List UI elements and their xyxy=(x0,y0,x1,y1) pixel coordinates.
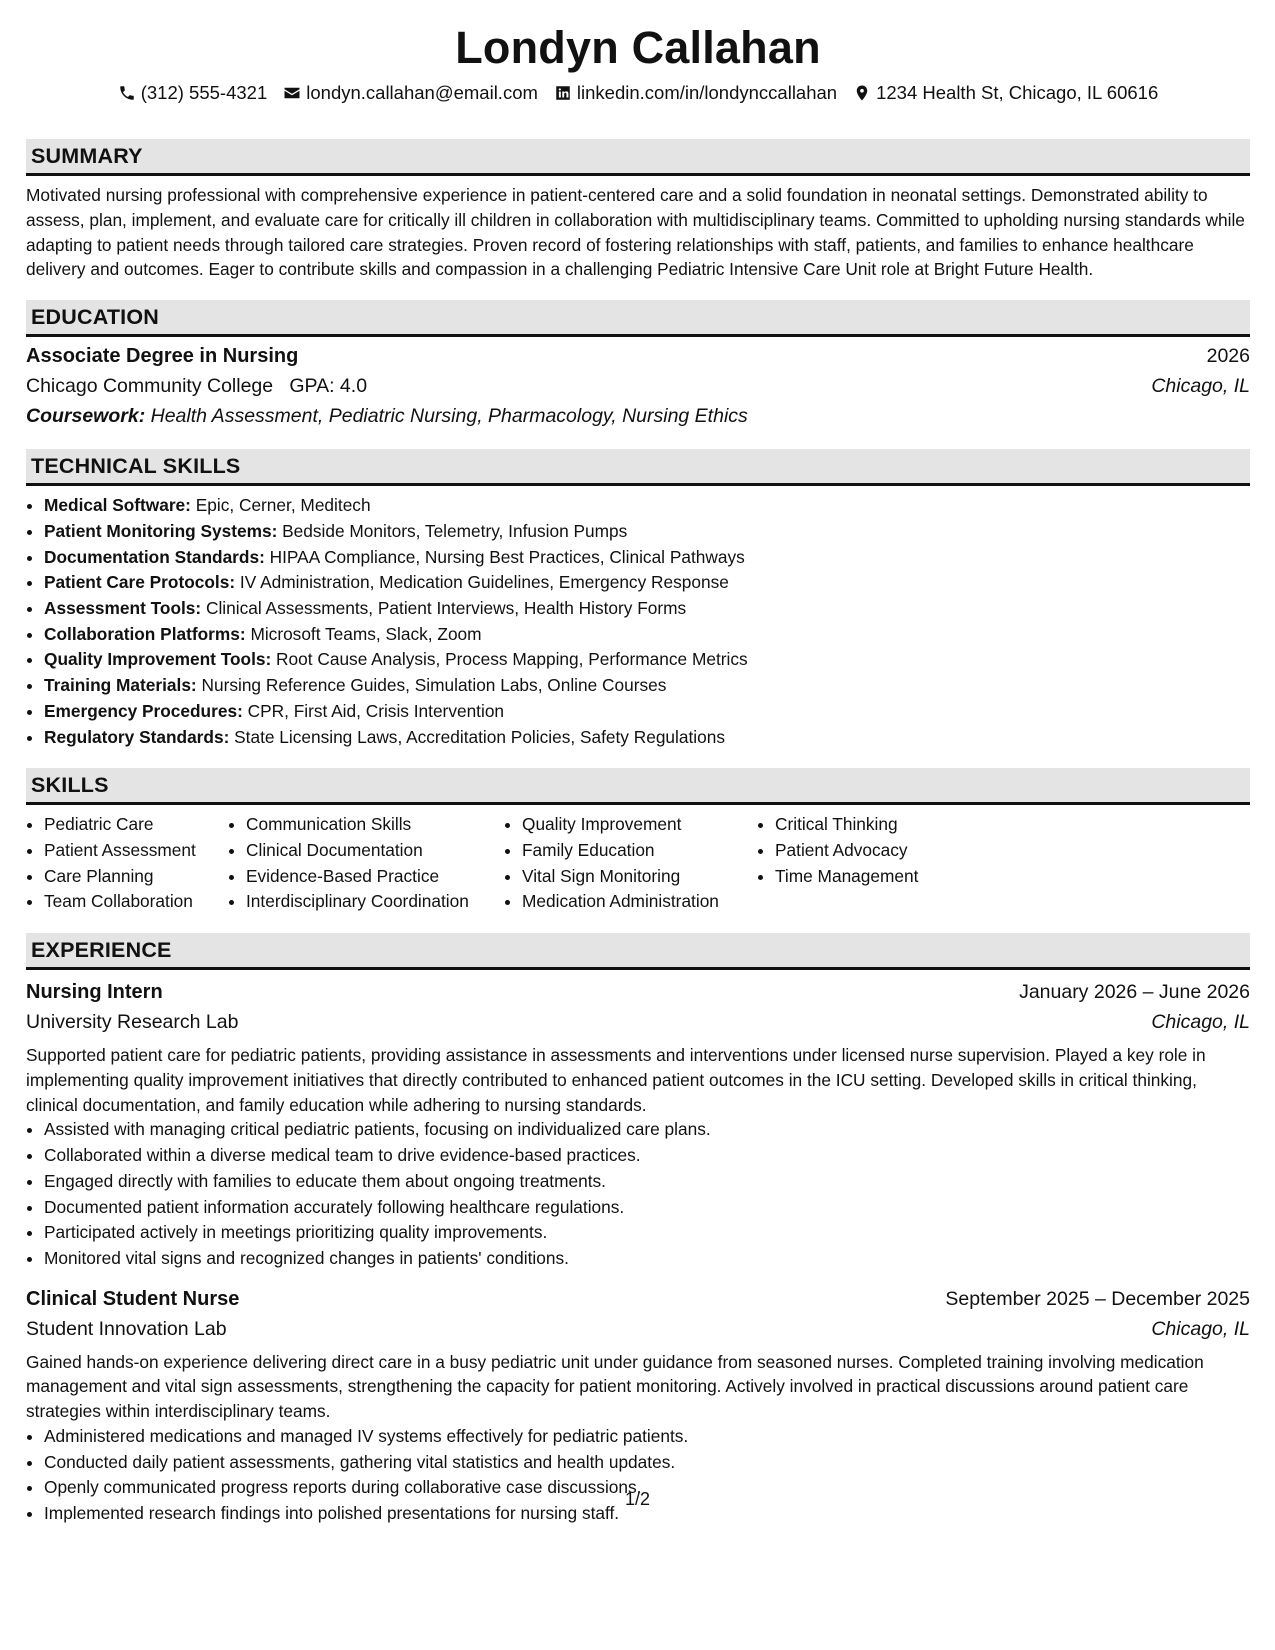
technical-skill-value: Epic, Cerner, Meditech xyxy=(190,495,371,516)
technical-skill-label: Training Materials: xyxy=(44,675,197,696)
job-bullets xyxy=(26,1424,1250,1527)
contact-bar xyxy=(26,80,1250,106)
job-bullet: • Administered medications and managed IV systems effectively for pediatric patients. xyxy=(44,1424,1250,1450)
technical-skill-label: Emergency Procedures: xyxy=(44,700,243,721)
job-bullet: • Openly communicated progress reports during collaborative case discussions. xyxy=(44,1475,1250,1501)
experience-section xyxy=(26,933,1250,1527)
skill-item: • Quality Improvement xyxy=(522,812,757,838)
technical-skills-section xyxy=(26,449,1250,750)
job-dates: January 2026 – June 2026 xyxy=(1019,981,1250,1004)
technical-skills-list xyxy=(26,493,1250,750)
technical-skill-item xyxy=(44,519,1250,545)
degree-title: Associate Degree in Nursing xyxy=(26,345,299,368)
job-organization: University Research Lab xyxy=(26,1011,239,1034)
job-dates: September 2025 – December 2025 xyxy=(945,1287,1250,1310)
address-text: 1234 Health St, Chicago, IL 60616 xyxy=(876,82,1159,103)
job-bullet: • Participated actively in meetings prioritizing quality improvements. xyxy=(44,1220,1250,1246)
skill-item: • Clinical Documentation xyxy=(246,838,504,864)
phone-text: (312) 555-4321 xyxy=(140,82,268,103)
skill-item: • Communication Skills xyxy=(246,812,504,838)
skill-item: • Time Management xyxy=(775,864,975,890)
skill-item: • Evidence-Based Practice xyxy=(246,864,504,890)
technical-skills-heading: TECHNICAL SKILLS xyxy=(26,449,1250,486)
graduation-year: 2026 xyxy=(1206,345,1250,368)
job-bullet: • Conducted daily patient assessments, gathering vital statistics and health updates. xyxy=(44,1450,1250,1476)
technical-skill-value: Nursing Reference Guides, Simulation Labs, Online Courses xyxy=(196,675,667,696)
map-pin-icon xyxy=(853,84,871,102)
job-bullet: • Engaged directly with families to educate them about ongoing treatments. xyxy=(44,1169,1250,1195)
contact-email[interactable] xyxy=(283,80,538,106)
job-bullet: • Assisted with managing critical pediatric patients, focusing on individualized care plans. xyxy=(44,1117,1250,1143)
job-summary: Gained hands-on experience delivering direct care in a busy pediatric unit under guidance from seasoned nurses. Completed training involving medication management and vital sign assessments, strengthening the capacity for patient monitoring. Actively involved in practical discussions around patient care strategies within interdisciplinary teams. xyxy=(26,1351,1204,1422)
technical-skill-value: Clinical Assessments, Patient Interviews, Health History Forms xyxy=(201,598,687,618)
job-title: Nursing Intern xyxy=(26,981,163,1004)
technical-skill-item xyxy=(44,622,1250,648)
skill-item: • Vital Sign Monitoring xyxy=(522,864,757,890)
technical-skill-value: HIPAA Compliance, Nursing Best Practices, Clinical Pathways xyxy=(264,546,745,567)
technical-skill-item xyxy=(44,570,1250,596)
job-location: Chicago, IL xyxy=(1151,1011,1250,1034)
skills-heading: SKILLS xyxy=(26,768,1250,805)
technical-skill-value: State Licensing Laws, Accreditation Policies, Safety Regulations xyxy=(229,726,725,747)
technical-skill-label: Medical Software: xyxy=(44,495,191,516)
experience-heading: EXPERIENCE xyxy=(26,933,1250,970)
job-location: Chicago, IL xyxy=(1151,1317,1250,1340)
education-section xyxy=(26,300,1250,431)
education-heading: EDUCATION xyxy=(26,300,1250,337)
skills-grid xyxy=(26,812,1250,915)
skill-item: • Critical Thinking xyxy=(775,812,975,838)
skill-item: • Pediatric Care xyxy=(44,812,228,838)
skills-section xyxy=(26,768,1250,915)
summary-heading: SUMMARY xyxy=(26,139,1250,176)
job-title: Clinical Student Nurse xyxy=(26,1287,240,1310)
technical-skill-value: Bedside Monitors, Telemetry, Infusion Pumps xyxy=(277,520,628,541)
technical-skill-item xyxy=(44,596,1250,622)
job-bullets xyxy=(26,1117,1250,1271)
technical-skill-value: Microsoft Teams, Slack, Zoom xyxy=(245,623,482,644)
candidate-name: Londyn Callahan xyxy=(455,22,821,73)
contact-linkedin[interactable] xyxy=(554,80,837,106)
school-location: Chicago, IL xyxy=(1151,375,1250,398)
skill-item: • Patient Advocacy xyxy=(775,838,975,864)
technical-skill-value: CPR, First Aid, Crisis Intervention xyxy=(242,700,505,721)
skill-item: • Care Planning xyxy=(44,864,228,890)
technical-skill-item xyxy=(44,647,1250,673)
technical-skill-label: Collaboration Platforms: xyxy=(44,623,246,644)
summary-text: Motivated nursing professional with comprehensive experience in patient-centered care and a solid foundation in neonatal settings. Demonstrated ability to assess, plan, implement, and evaluate care for critically ill children in collaboration with multidisciplinary teams. Committed to upholding nursing standards while adapting to patient needs through tailored care strategies. Proven record of fostering relationships with staff, patients, and families to enhance healthcare delivery and outcomes. Eager to contribute skills and compassion in a challenging Pediatric Intensive Care Unit role at Bright Future Health. xyxy=(26,185,1245,280)
skill-item: • Family Education xyxy=(522,838,757,864)
technical-skill-item xyxy=(44,699,1250,725)
skill-item: • Patient Assessment xyxy=(44,838,228,864)
technical-skill-item xyxy=(44,493,1250,519)
technical-skill-label: Patient Care Protocols: xyxy=(44,572,236,593)
technical-skill-label: Documentation Standards: xyxy=(44,546,265,567)
skill-item: • Interdisciplinary Coordination xyxy=(246,889,504,915)
job-bullet: • Collaborated within a diverse medical team to drive evidence-based practices. xyxy=(44,1143,1250,1169)
skills-column xyxy=(504,812,757,915)
skills-column xyxy=(228,812,504,915)
contact-address xyxy=(853,80,1158,106)
technical-skill-item xyxy=(44,725,1250,751)
experience-list xyxy=(26,977,1250,1527)
phone-icon xyxy=(118,84,136,102)
linkedin-icon xyxy=(554,84,572,102)
job-bullet: • Monitored vital signs and recognized changes in patients' conditions. xyxy=(44,1246,1250,1272)
contact-phone xyxy=(118,80,268,106)
job-bullet: • Implemented research findings into polished presentations for nursing staff. xyxy=(44,1501,1250,1527)
linkedin-link[interactable]: linkedin.com/in/londynccallahan xyxy=(576,82,838,103)
technical-skill-value: IV Administration, Medication Guidelines, Emergency Response xyxy=(235,572,729,593)
technical-skill-value: Root Cause Analysis, Process Mapping, Performance Metrics xyxy=(271,649,748,670)
email-link[interactable]: londyn.callahan@email.com xyxy=(306,82,538,103)
skill-item: • Medication Administration xyxy=(522,889,757,915)
coursework xyxy=(26,401,1250,431)
technical-skill-item xyxy=(44,545,1250,571)
job-bullet: • Documented patient information accurately following healthcare regulations. xyxy=(44,1195,1250,1221)
page-number: 1/2 xyxy=(624,1489,651,1509)
technical-skill-label: Patient Monitoring Systems: xyxy=(44,520,278,541)
coursework-label: Coursework: xyxy=(26,405,146,428)
coursework-list: Health Assessment, Pediatric Nursing, Pharmacology, Nursing Ethics xyxy=(145,405,748,428)
technical-skill-item xyxy=(44,673,1250,699)
technical-skill-label: Assessment Tools: xyxy=(44,598,202,618)
skill-item: • Team Collaboration xyxy=(44,889,228,915)
technical-skill-label: Quality Improvement Tools: xyxy=(44,649,272,670)
technical-skill-label: Regulatory Standards: xyxy=(44,726,230,747)
resume-page xyxy=(26,20,1250,1527)
job-summary: Supported patient care for pediatric patients, providing assistance in assessments and interventions under licensed nurse supervision. Played a key role in implementing quality improvement initiatives that directly contributed to enhanced patient outcomes in the ICU setting. Developed skills in critical thinking, clinical documentation, and family education while adhering to nursing standards. xyxy=(26,1045,1206,1115)
school-line: Chicago Community College GPA: 4.0 xyxy=(26,375,368,398)
job-entry xyxy=(26,977,1250,1272)
skills-column xyxy=(26,812,228,915)
envelope-icon xyxy=(283,84,301,102)
job-organization: Student Innovation Lab xyxy=(26,1317,227,1340)
summary-section xyxy=(26,139,1250,282)
skills-column xyxy=(757,812,975,915)
